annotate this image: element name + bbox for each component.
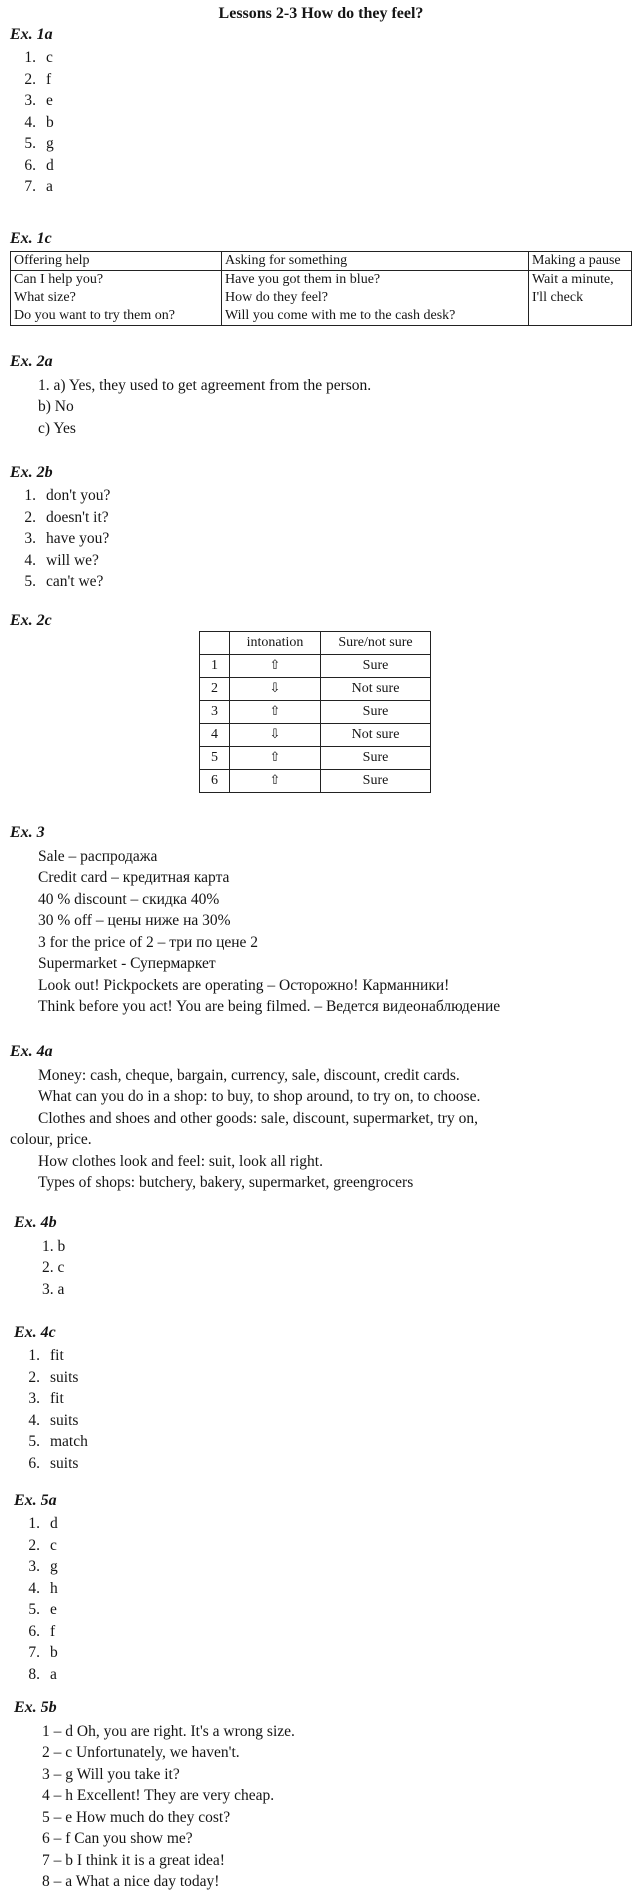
answer-line: 8 – a What a nice day today! <box>42 1873 220 1890</box>
list-item: 2. c <box>28 1536 57 1554</box>
list-item: 3. e <box>24 92 53 109</box>
ex-2a <box>10 351 371 439</box>
list-item: 4. suits <box>28 1411 79 1429</box>
vocab-line: Think before you act! You are being filmed. – Ведется видеонаблюдение <box>38 998 501 1015</box>
vocab-line: 30 % off – цены ниже на 30% <box>38 912 231 929</box>
table-cell: Have you got them in blue? How do they feel? Will you come with me to the cash desk? <box>222 271 529 326</box>
list-item: 8. a <box>28 1665 57 1683</box>
vocab-line: Credit card – кредитная карта <box>38 869 230 886</box>
ex-heading: Ex. 5a <box>14 1492 57 1509</box>
list-item: 7. a <box>24 178 53 195</box>
table-header <box>200 632 230 655</box>
table-header: intonation <box>230 632 321 655</box>
ex-heading: Ex. 2a <box>10 353 53 370</box>
arrow-up-icon: ⇧ <box>230 701 321 724</box>
table-cell: Can I help you? What size? Do you want to try them on? <box>11 271 222 326</box>
phrases-table <box>10 251 632 326</box>
category-shop-types: Types of shops: butchery, bakery, supermarket, greengrocers <box>38 1174 414 1191</box>
table-header: Asking for something <box>222 252 529 271</box>
category-look-feel: How clothes look and feel: suit, look all right. <box>38 1152 323 1170</box>
answer-line: 2 – c Unfortunately, we haven't. <box>42 1744 240 1761</box>
answer-line: 6 – f Can you show me? <box>42 1830 193 1847</box>
answer-line: 3. a <box>42 1280 65 1298</box>
ex-heading: Ex. 4b <box>14 1214 57 1231</box>
arrow-down-icon: ⇩ <box>230 678 321 701</box>
arrow-up-icon: ⇧ <box>230 770 321 793</box>
ex-heading: Ex. 2c <box>10 612 52 629</box>
ex-1c <box>10 228 632 326</box>
list-item: 1. d <box>28 1515 58 1532</box>
ex-heading: Ex. 1a <box>10 26 53 43</box>
ex-heading: Ex. 2b <box>10 464 53 481</box>
answer-line: b) No <box>38 398 74 415</box>
list-item: 4. h <box>28 1579 58 1597</box>
list-item: 3. fit <box>28 1390 64 1407</box>
ex-heading: Ex. 4a <box>10 1043 53 1060</box>
answer-line: 1 – d Oh, you are right. It's a wrong size. <box>42 1722 295 1740</box>
ex-4a <box>10 1041 636 1194</box>
table-row: 2 ⇩ Not sure <box>200 678 431 701</box>
ex-2c <box>10 610 52 633</box>
arrow-up-icon: ⇧ <box>230 655 321 678</box>
ex-4c <box>14 1322 88 1474</box>
answer-line: 5 – e How much do they cost? <box>42 1808 231 1826</box>
list-item: 4. will we? <box>24 551 99 569</box>
page-title: Lessons 2-3 How do they feel? <box>218 5 424 22</box>
list-item: 2. suits <box>28 1368 79 1386</box>
ex-5a <box>14 1490 58 1685</box>
ex-1a <box>10 24 54 198</box>
list-item: 1. don't you? <box>24 487 111 504</box>
ex-heading: Ex. 3 <box>10 824 45 841</box>
list-item: 6. f <box>28 1622 56 1640</box>
list-item: 2. doesn't it? <box>24 508 109 526</box>
vocab-line: Look out! Pickpockets are operating – Осторожно! Карманники! <box>38 976 450 994</box>
list-item: 2. f <box>24 70 52 88</box>
vocab-line: 3 for the price of 2 – три по цене 2 <box>38 933 259 951</box>
ex-2b <box>10 462 110 593</box>
table-row <box>11 271 632 326</box>
category-shop-actions: What can you do in a shop: to buy, to shop around, to try on, to choose. <box>38 1088 481 1105</box>
list-item: 1. c <box>24 49 53 66</box>
vocab-line: Sale – распродажа <box>38 847 158 865</box>
list-item: 1. fit <box>28 1347 64 1364</box>
list-item: 4. b <box>24 113 54 131</box>
ex-heading: Ex. 5b <box>14 1699 57 1716</box>
list-item: 7. b <box>28 1644 58 1661</box>
table-cell: Wait a minute, I'll check <box>529 271 632 326</box>
table-row: 4 ⇩ Not sure <box>200 724 431 747</box>
answer-line: c) Yes <box>38 419 76 437</box>
list-item: 3. have you? <box>24 530 110 547</box>
list-item: 5. g <box>24 135 54 152</box>
intonation-table <box>199 631 431 793</box>
table-row: 6 ⇧ Sure <box>200 770 431 793</box>
ex-heading: Ex. 1c <box>10 230 52 247</box>
category-money: Money: cash, cheque, bargain, currency, sale, discount, credit cards. <box>38 1066 460 1084</box>
list-item: 5. match <box>28 1433 88 1450</box>
table-header-row <box>200 632 431 655</box>
table-row: 1 ⇧ Sure <box>200 655 431 678</box>
vocab-line: 40 % discount – скидка 40% <box>38 890 220 908</box>
category-goods-continued: colour, price. <box>10 1131 92 1148</box>
answer-line: 4 – h Excellent! They are very cheap. <box>42 1787 275 1804</box>
answer-line: 1. b <box>42 1237 66 1255</box>
list-item: 6. d <box>24 156 54 174</box>
ex-4b <box>14 1212 65 1300</box>
table-header-row <box>11 252 632 271</box>
list-item: 3. g <box>28 1558 58 1575</box>
list-item: 5. can't we? <box>24 573 104 590</box>
table-header: Offering help <box>11 252 222 271</box>
list-item: 5. e <box>28 1601 57 1618</box>
answer-line: 1. a) Yes, they used to get agreement from the person. <box>38 376 372 394</box>
table-header: Making a pause <box>529 252 632 271</box>
arrow-down-icon: ⇩ <box>230 724 321 747</box>
table-row: 5 ⇧ Sure <box>200 747 431 770</box>
table-row: 3 ⇧ Sure <box>200 701 431 724</box>
answer-line: 3 – g Will you take it? <box>42 1765 180 1783</box>
ex-3 <box>10 822 500 1018</box>
table-header: Sure/not sure <box>321 632 431 655</box>
ex-5b <box>14 1697 295 1893</box>
list-item: 6. suits <box>28 1454 79 1472</box>
answer-line: 2. c <box>42 1259 65 1276</box>
answer-line: 7 – b I think it is a great idea! <box>42 1851 225 1869</box>
ex-heading: Ex. 4c <box>14 1324 56 1341</box>
vocab-line: Supermarket - Супермаркет <box>38 955 216 972</box>
arrow-up-icon: ⇧ <box>230 747 321 770</box>
category-goods: Clothes and shoes and other goods: sale, discount, supermarket, try on, <box>38 1109 478 1127</box>
